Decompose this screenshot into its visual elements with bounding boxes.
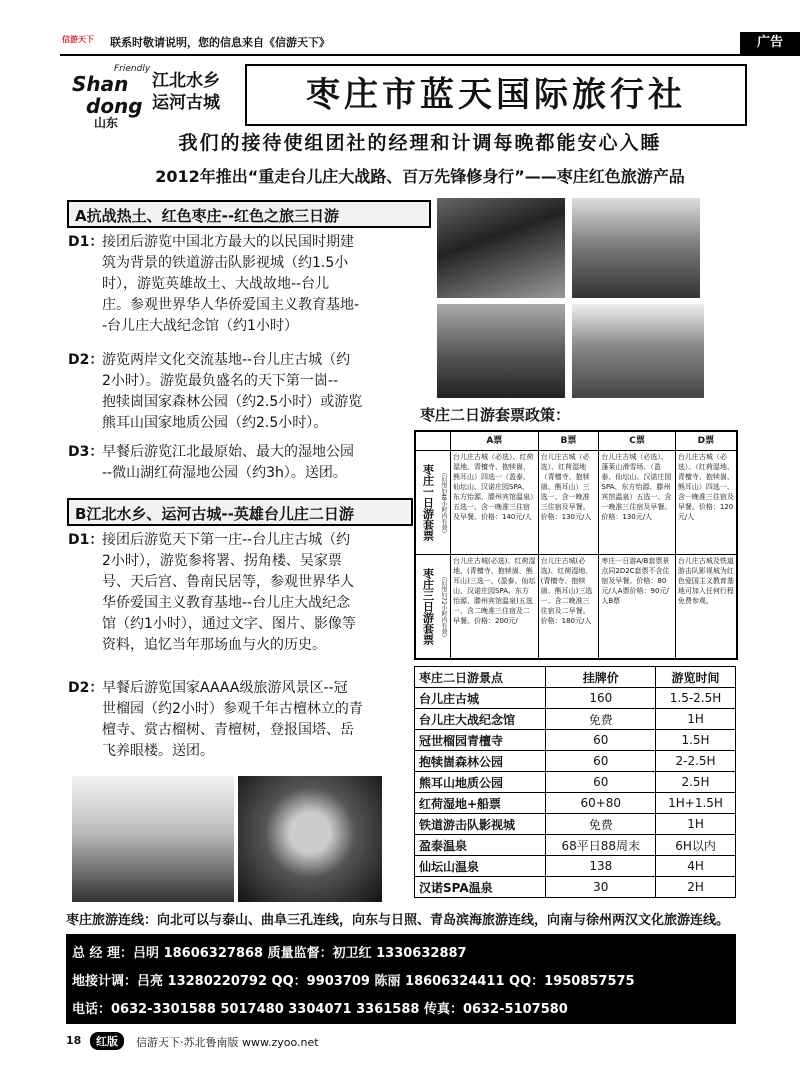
attraction-name: 熊耳山地质公园 [415,772,546,793]
ticket-row-name: 枣庄三日游套票 [421,568,435,645]
attraction-duration: 2-2.5H [656,751,736,772]
publication-logo: 信游天下 [62,35,94,44]
ticket-cell: 台儿庄古城（必选）、蓬莱山滑雪场、（盈泰、仙坛山、汉诺庄园SPA、东方怡源、滕州宾馆温泉）五选一、含一晚准三住宿及早餐。价格：130元/人 [599,451,675,555]
day-label: D1： [68,234,104,250]
source-notice: 联系时敬请说明，您的信息来自《信游天下》 [110,36,330,49]
attraction-price: 138 [546,856,656,877]
itinerary-line: 抱犊崮国家森林公园（约2.5小时）或游览 [102,394,363,410]
canal-town-photo [572,198,700,298]
itinerary-line: 接团后游览天下第一庄--台儿庄古城（约 [102,532,351,548]
table-row [415,688,736,709]
attraction-duration: 4H [656,856,736,877]
attraction-name: 盈泰温泉 [415,835,546,856]
attraction-duration: 2H [656,877,736,898]
slogan-line2: 运河古城 [152,93,220,113]
price-header: 挂牌价 [546,667,656,688]
contact-manager: 总 经 理：吕明 18606327868 质量监督：初卫红 1330632887 [72,946,467,961]
itinerary-line: 2小时）。游览最负盛名的天下第一崮-- [102,373,339,389]
ticket-row-sub: （启用后48小时内有效） [440,468,447,537]
contact-block [66,934,736,1024]
page-number: 18 [66,1034,82,1047]
ticket-header: B票 [538,432,599,451]
attraction-price: 免费 [546,709,656,730]
day-label: D2： [68,352,104,368]
brand-friendly: Friendly [114,64,151,74]
section-a-itinerary [68,232,418,492]
price-header: 游览时间 [656,667,736,688]
itinerary-line: 馆（约1小时），通过文字、图片、影像等 [102,616,356,632]
tagline: 我们的接待使组团社的经理和计调每晚都能安心入睡 [178,132,662,154]
ticket-header: D票 [675,432,736,451]
slogan-line1: 江北水乡 [152,71,220,91]
attraction-duration: 2.5H [656,772,736,793]
itinerary-line: 时），游览英雄故土、大战故地--台儿 [102,276,330,292]
contact-planners: 地接计调：吕亮 13280220792 QQ：9903709 陈丽 18606324411 QQ：1950857575 [72,974,635,989]
promo-headline: 2012年推出“重走台儿庄大战路、百万先锋修身行”——枣庄红色旅游产品 [155,167,685,186]
ticket-policy-title: 枣庄二日游套票政策： [420,406,571,424]
ticket-cell: 台儿庄古城(必选)、红荷湿地、(青檀寺、抱犊崮、熊耳山)三选一、(盈泰、仙坛山、汉诺庄园SPA、东方怡源、滕州宾馆温泉)五选一、含二晚准三住宿及二早餐。价格：200元/ [451,555,539,659]
boats-pavilion-photo [437,304,565,398]
itinerary-line: 筑为背景的铁道游击队影视城（约1.5小 [102,255,349,271]
lotus-pond-photo [437,198,565,298]
brand-line1: Shan [72,72,129,96]
itinerary-line: 早餐后游览江北最原始、最大的湿地公园 [102,444,354,460]
city-gate-photo [572,304,704,398]
attraction-duration: 1H [656,709,736,730]
tour-routes-line: 枣庄旅游连线：向北可以与泰山、曲阜三孔连线，向东与日照、青岛滨海旅游连线，向南与徐州两汉文化旅游连线。 [66,913,730,928]
itinerary-line: 早餐后游览国家AAAA级旅游风景区--冠 [102,680,348,696]
itinerary-line: 飞养眼楼。送团。 [102,743,214,759]
itinerary-line: --微山湖红荷湿地公园（约3h）。送团。 [102,465,347,481]
attraction-duration: 1.5-2.5H [656,688,736,709]
mountain-photo [72,776,234,902]
table-row [415,709,736,730]
attraction-name: 冠世榴园青檀寺 [415,730,546,751]
attraction-price: 68平日88周末 [546,835,656,856]
itinerary-line: 游览两岸文化交流基地--台儿庄古城（约 [102,352,351,368]
ticket-cell: 台儿庄古城(必选)、红荷湿地、(青檀寺、抱犊崮、熊耳山)三选一、含二晚准三住宿及二早餐。价格：180元/人 [538,555,599,659]
itinerary-line: 资料，追忆当年那场血与火的历史。 [102,637,326,653]
section-a-title: A抗战热土、红色枣庄--红色之旅三日游 [67,200,431,228]
ticket-row-head [416,451,451,555]
attraction-price: 60 [546,772,656,793]
ticket-cell: 枣庄一日游A/B套票景点同2D2C套票不含住宿及早餐。价格：80元/人A票价格：90元/人B票 [599,555,675,659]
shandong-brand-logo [72,64,152,130]
itinerary-line: 华侨爱国主义教育基地--台儿庄大战纪念 [102,595,351,611]
attraction-name: 台儿庄大战纪念馆 [415,709,546,730]
ticket-row-head [416,555,451,659]
company-name: 枣庄市蓝天国际旅行社 [245,64,747,126]
itinerary-line: 檀寺、赏古榴树、青檀树，登报国塔、岳 [102,722,354,738]
slogan [152,70,220,114]
attraction-name: 台儿庄古城 [415,688,546,709]
attraction-duration: 1H [656,814,736,835]
attraction-price: 30 [546,877,656,898]
attraction-duration: 6H以内 [656,835,736,856]
itinerary-line: 2小时），游览参将署、拐角楼、吴家票 [102,553,342,569]
attraction-name: 抱犊崮森林公园 [415,751,546,772]
table-row [415,877,736,898]
table-row [415,751,736,772]
ticket-header: A票 [451,432,539,451]
itinerary-line: -台儿庄大战纪念馆（约1小时） [102,318,298,334]
attraction-price: 60 [546,751,656,772]
ad-label: 广告 [740,32,800,54]
day-label: D2： [68,680,104,696]
attraction-price: 60 [546,730,656,751]
table-row [415,793,736,814]
itinerary-line: 世榴园（约2小时）参观千年古檀林立的青 [102,701,363,717]
attraction-name: 汉诺SPA温泉 [415,877,546,898]
footer-text: 信游天下·苏北鲁南版 www.zyoo.net [136,1036,319,1049]
page-footer [66,1030,736,1052]
ticket-header: C票 [599,432,675,451]
day-label: D3： [68,444,104,460]
attraction-name: 仙坛山温泉 [415,856,546,877]
contact-phone-fax: 电话：0632-3301588 5017480 3304071 3361588 传真：0632-5107580 [72,1002,568,1017]
ticket-cell: 台儿庄古城（必选）、红荷湿地、青檀寺、抱犊崮、熊耳山）四选一（盈泰、仙坛山、汉诺庄园SPA、东方怡源、滕州宾馆温泉）五选一、含一晚准三住宿及早餐。价格：140元/人 [451,451,539,555]
ticket-corner [416,432,451,451]
attraction-duration: 1H+1.5H [656,793,736,814]
table-row [415,730,736,751]
brand-cn: 山东 [94,116,119,130]
stone-bridge-photo [238,776,382,902]
price-header: 枣庄二日游景点 [415,667,546,688]
table-row [415,835,736,856]
section-b-title: B江北水乡、运河古城--英雄台儿庄二日游 [67,498,413,526]
attraction-price-table [414,666,736,898]
ticket-cell: 台儿庄古城（必选）、（红荷湿地、青檀寺、抱犊崮、熊耳山）四选一、含一晚准三住宿及早餐。价格：120元/人 [675,451,736,555]
ticket-row-name: 枣庄一日游套票 [421,464,435,541]
attraction-duration: 1.5H [656,730,736,751]
section-b-itinerary [68,530,414,780]
edition-badge: 红版 [90,1032,124,1050]
ticket-policy-table [414,430,738,660]
table-row [415,772,736,793]
table-row [415,814,736,835]
ticket-cell: 台儿庄古城（必选）、红荷湿地（青檀寺、抱犊崮、熊耳山）三选一、含一晚准三住宿及早餐。价格：130元/人 [538,451,599,555]
attraction-price: 60+80 [546,793,656,814]
itinerary-line: 号、天后宫、鲁南民居等，参观世界华人 [102,574,354,590]
itinerary-line: 接团后游览中国北方最大的以民国时期建 [102,234,354,250]
day-label: D1： [68,532,104,548]
attraction-price: 160 [546,688,656,709]
itinerary-line: 庄。参观世界华人华侨爱国主义教育基地- [102,297,360,313]
itinerary-line: 熊耳山国家地质公园（约2.5小时）。 [102,415,328,431]
attraction-name: 铁道游击队影视城 [415,814,546,835]
ticket-cell: 台儿庄古城及铁道游击队影视城为红色爱国主义教育基地可加入任何行程免费参观。 [675,555,736,659]
brand-line2: dong [86,94,143,118]
attraction-name: 红荷湿地+船票 [415,793,546,814]
ticket-row-sub: （启用后72小时内有效） [440,572,447,641]
attraction-price: 免费 [546,814,656,835]
table-row [415,856,736,877]
top-bar [60,32,800,56]
